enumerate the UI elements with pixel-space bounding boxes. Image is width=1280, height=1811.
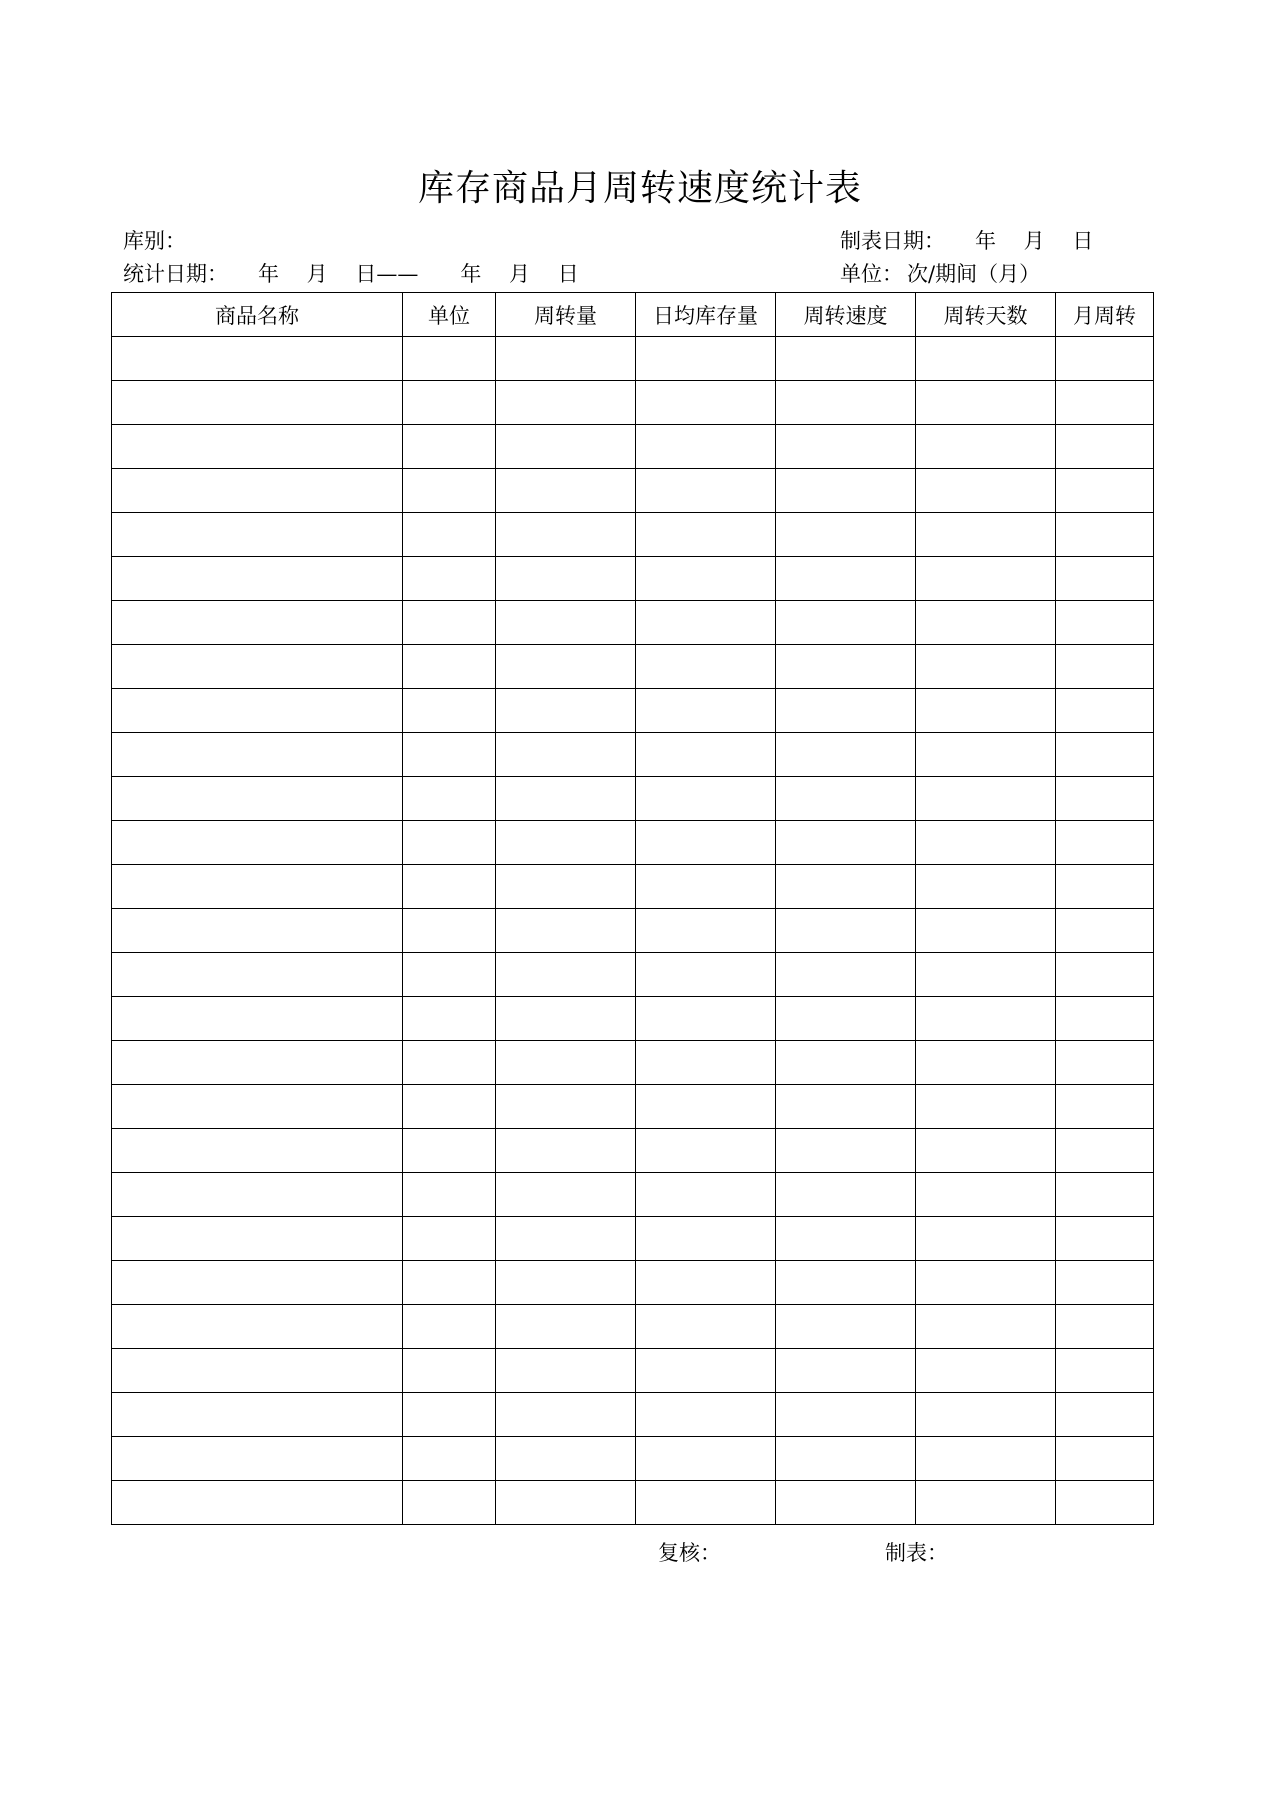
table-cell[interactable] xyxy=(1056,337,1154,381)
table-header-row xyxy=(112,293,1154,337)
table-cell[interactable] xyxy=(776,1129,916,1173)
table-cell[interactable] xyxy=(776,733,916,777)
table-cell[interactable] xyxy=(403,1041,496,1085)
table-cell[interactable] xyxy=(916,1305,1056,1349)
table-cell[interactable] xyxy=(403,1173,496,1217)
table-cell[interactable] xyxy=(496,821,636,865)
table-cell[interactable] xyxy=(112,1129,403,1173)
table-cell[interactable] xyxy=(776,1261,916,1305)
table-cell[interactable] xyxy=(636,557,776,601)
table-row xyxy=(112,469,1154,513)
table-cell[interactable] xyxy=(776,777,916,821)
table-cell[interactable] xyxy=(916,1173,1056,1217)
table-cell[interactable] xyxy=(636,953,776,997)
table-cell[interactable] xyxy=(776,1437,916,1481)
table-row xyxy=(112,953,1154,997)
table-row xyxy=(112,777,1154,821)
table-cell[interactable] xyxy=(636,645,776,689)
table-cell[interactable] xyxy=(496,469,636,513)
maker-label: 制表： xyxy=(885,1541,948,1565)
table-cell[interactable] xyxy=(1056,1217,1154,1261)
table-cell[interactable] xyxy=(496,997,636,1041)
table-cell[interactable] xyxy=(916,425,1056,469)
table-cell[interactable] xyxy=(1056,513,1154,557)
table-cell[interactable] xyxy=(1056,645,1154,689)
table-cell[interactable] xyxy=(496,381,636,425)
table-cell[interactable] xyxy=(1056,821,1154,865)
table-row xyxy=(112,1305,1154,1349)
table-cell[interactable] xyxy=(1056,777,1154,821)
column-header: 周转速度 xyxy=(776,293,916,337)
table-cell[interactable] xyxy=(776,425,916,469)
table-row xyxy=(112,645,1154,689)
table-cell[interactable] xyxy=(403,733,496,777)
table-cell[interactable] xyxy=(112,953,403,997)
table-row xyxy=(112,909,1154,953)
table-cell[interactable] xyxy=(776,909,916,953)
table-cell[interactable] xyxy=(636,1305,776,1349)
table-cell[interactable] xyxy=(916,865,1056,909)
table-cell[interactable] xyxy=(916,733,1056,777)
table-cell[interactable] xyxy=(776,469,916,513)
table-cell[interactable] xyxy=(112,1481,403,1525)
table-cell[interactable] xyxy=(403,1481,496,1525)
table-cell[interactable] xyxy=(636,1437,776,1481)
table-row xyxy=(112,1261,1154,1305)
table-cell[interactable] xyxy=(496,337,636,381)
table-cell[interactable] xyxy=(496,513,636,557)
table-row xyxy=(112,1041,1154,1085)
table-cell[interactable] xyxy=(112,469,403,513)
warehouse-label: 库别： xyxy=(123,229,186,253)
table-cell[interactable] xyxy=(916,1041,1056,1085)
table-cell[interactable] xyxy=(636,1481,776,1525)
table-cell[interactable] xyxy=(636,1041,776,1085)
table-cell[interactable] xyxy=(112,1217,403,1261)
table-cell[interactable] xyxy=(112,1041,403,1085)
table-cell[interactable] xyxy=(112,1173,403,1217)
table-cell[interactable] xyxy=(403,689,496,733)
table-cell[interactable] xyxy=(496,1481,636,1525)
table-cell[interactable] xyxy=(776,601,916,645)
table-cell[interactable] xyxy=(636,469,776,513)
table-cell[interactable] xyxy=(403,1305,496,1349)
table-cell[interactable] xyxy=(403,1217,496,1261)
table-row xyxy=(112,513,1154,557)
unit-label: 单位： xyxy=(840,262,903,286)
reviewer-label: 复核： xyxy=(658,1541,721,1565)
table-row xyxy=(112,557,1154,601)
table-row xyxy=(112,425,1154,469)
table-cell[interactable] xyxy=(403,953,496,997)
table-cell[interactable] xyxy=(636,909,776,953)
table-cell[interactable] xyxy=(776,1041,916,1085)
table-cell[interactable] xyxy=(403,381,496,425)
table-cell[interactable] xyxy=(1056,865,1154,909)
table-cell[interactable] xyxy=(916,513,1056,557)
table-cell[interactable] xyxy=(1056,1481,1154,1525)
unit-value: 次/期间（月） xyxy=(907,262,1041,286)
table-cell[interactable] xyxy=(496,1393,636,1437)
table-row xyxy=(112,1349,1154,1393)
table-cell[interactable] xyxy=(1056,997,1154,1041)
table-cell[interactable] xyxy=(776,1305,916,1349)
table-cell[interactable] xyxy=(403,1261,496,1305)
made-date-value: 年 月 日 xyxy=(975,229,1094,253)
table-cell[interactable] xyxy=(1056,557,1154,601)
table-row xyxy=(112,337,1154,381)
table-cell[interactable] xyxy=(776,557,916,601)
table-cell[interactable] xyxy=(403,425,496,469)
table-cell[interactable] xyxy=(1056,689,1154,733)
table-cell[interactable] xyxy=(636,733,776,777)
column-header: 单位 xyxy=(403,293,496,337)
table-cell[interactable] xyxy=(776,1481,916,1525)
column-header: 日均库存量 xyxy=(636,293,776,337)
table-cell[interactable] xyxy=(776,645,916,689)
table-cell[interactable] xyxy=(1056,469,1154,513)
table-cell[interactable] xyxy=(496,1085,636,1129)
table-cell[interactable] xyxy=(112,1393,403,1437)
table-row xyxy=(112,997,1154,1041)
table-cell[interactable] xyxy=(112,909,403,953)
table-cell[interactable] xyxy=(776,513,916,557)
table-cell[interactable] xyxy=(1056,381,1154,425)
table-cell[interactable] xyxy=(112,1261,403,1305)
table-cell[interactable] xyxy=(496,689,636,733)
table-cell[interactable] xyxy=(496,777,636,821)
table-cell[interactable] xyxy=(916,1437,1056,1481)
table-cell[interactable] xyxy=(636,1129,776,1173)
table-cell[interactable] xyxy=(403,997,496,1041)
table-cell[interactable] xyxy=(916,909,1056,953)
table-cell[interactable] xyxy=(112,821,403,865)
table-row xyxy=(112,1393,1154,1437)
table-cell[interactable] xyxy=(1056,1129,1154,1173)
table-cell[interactable] xyxy=(636,1393,776,1437)
table-cell[interactable] xyxy=(403,1349,496,1393)
table-cell[interactable] xyxy=(916,689,1056,733)
table-row xyxy=(112,1129,1154,1173)
table-cell[interactable] xyxy=(636,601,776,645)
table-row xyxy=(112,689,1154,733)
table-cell[interactable] xyxy=(916,381,1056,425)
table-cell[interactable] xyxy=(1056,1437,1154,1481)
table-cell[interactable] xyxy=(496,1349,636,1393)
table-cell[interactable] xyxy=(112,337,403,381)
table-cell[interactable] xyxy=(496,1129,636,1173)
table-cell[interactable] xyxy=(1056,1305,1154,1349)
table-cell[interactable] xyxy=(403,1129,496,1173)
table-cell[interactable] xyxy=(496,601,636,645)
table-cell[interactable] xyxy=(112,1305,403,1349)
table-row xyxy=(112,1481,1154,1525)
table-cell[interactable] xyxy=(776,865,916,909)
table-cell[interactable] xyxy=(636,821,776,865)
form-title: 库存商品月周转速度统计表 xyxy=(417,168,862,209)
table-cell[interactable] xyxy=(496,1437,636,1481)
table-cell[interactable] xyxy=(112,513,403,557)
table-cell[interactable] xyxy=(636,997,776,1041)
table-cell[interactable] xyxy=(636,513,776,557)
table-cell[interactable] xyxy=(1056,909,1154,953)
table-cell[interactable] xyxy=(496,1217,636,1261)
table-cell[interactable] xyxy=(1056,1393,1154,1437)
table-cell[interactable] xyxy=(776,1173,916,1217)
table-cell[interactable] xyxy=(112,777,403,821)
table-cell[interactable] xyxy=(916,337,1056,381)
table-cell[interactable] xyxy=(916,1481,1056,1525)
table-cell[interactable] xyxy=(496,1261,636,1305)
table-cell[interactable] xyxy=(403,469,496,513)
table-cell[interactable] xyxy=(916,1129,1056,1173)
table-cell[interactable] xyxy=(636,1085,776,1129)
column-header: 月周转 xyxy=(1056,293,1154,337)
table-cell[interactable] xyxy=(112,1085,403,1129)
table-cell[interactable] xyxy=(776,1393,916,1437)
table-cell[interactable] xyxy=(916,557,1056,601)
table-cell[interactable] xyxy=(776,953,916,997)
table-cell[interactable] xyxy=(916,601,1056,645)
table-cell[interactable] xyxy=(776,689,916,733)
table-body xyxy=(112,337,1154,1525)
table-cell[interactable] xyxy=(776,337,916,381)
table-cell[interactable] xyxy=(112,1437,403,1481)
table-cell[interactable] xyxy=(636,1173,776,1217)
table-row xyxy=(112,381,1154,425)
table-cell[interactable] xyxy=(1056,733,1154,777)
table-cell[interactable] xyxy=(776,821,916,865)
table-cell[interactable] xyxy=(916,1217,1056,1261)
table-cell[interactable] xyxy=(403,337,496,381)
table-cell[interactable] xyxy=(636,381,776,425)
table-cell[interactable] xyxy=(403,513,496,557)
table-cell[interactable] xyxy=(112,557,403,601)
table-cell[interactable] xyxy=(1056,953,1154,997)
table-cell[interactable] xyxy=(776,381,916,425)
table-cell[interactable] xyxy=(1056,1041,1154,1085)
table-cell[interactable] xyxy=(636,1261,776,1305)
table-row xyxy=(112,1217,1154,1261)
stat-date-value: 年 月 日—— 年 月 日 xyxy=(258,262,579,286)
table-cell[interactable] xyxy=(496,733,636,777)
made-date-label: 制表日期： xyxy=(840,229,945,253)
table-row xyxy=(112,1173,1154,1217)
table-cell[interactable] xyxy=(112,997,403,1041)
table-cell[interactable] xyxy=(916,469,1056,513)
table-cell[interactable] xyxy=(496,1173,636,1217)
table-cell[interactable] xyxy=(496,645,636,689)
table-cell[interactable] xyxy=(916,997,1056,1041)
column-header: 周转天数 xyxy=(916,293,1056,337)
table-row xyxy=(112,601,1154,645)
table-cell[interactable] xyxy=(636,689,776,733)
table-cell[interactable] xyxy=(112,601,403,645)
table-cell[interactable] xyxy=(112,689,403,733)
table-cell[interactable] xyxy=(1056,1173,1154,1217)
table-cell[interactable] xyxy=(496,557,636,601)
table-cell[interactable] xyxy=(403,777,496,821)
table-cell[interactable] xyxy=(1056,601,1154,645)
table-cell[interactable] xyxy=(916,1261,1056,1305)
table-cell[interactable] xyxy=(403,865,496,909)
table-cell[interactable] xyxy=(916,1085,1056,1129)
table-row xyxy=(112,865,1154,909)
table-cell[interactable] xyxy=(112,865,403,909)
table-cell[interactable] xyxy=(916,821,1056,865)
table-cell[interactable] xyxy=(496,1041,636,1085)
table-cell[interactable] xyxy=(403,601,496,645)
column-header: 周转量 xyxy=(496,293,636,337)
table-row xyxy=(112,821,1154,865)
table-cell[interactable] xyxy=(403,557,496,601)
table-cell[interactable] xyxy=(496,425,636,469)
table-cell[interactable] xyxy=(636,777,776,821)
table-cell[interactable] xyxy=(916,1393,1056,1437)
table-cell[interactable] xyxy=(403,645,496,689)
table-cell[interactable] xyxy=(636,425,776,469)
table-cell[interactable] xyxy=(403,1393,496,1437)
table-cell[interactable] xyxy=(496,909,636,953)
table-cell[interactable] xyxy=(1056,1085,1154,1129)
table-cell[interactable] xyxy=(916,777,1056,821)
table-cell[interactable] xyxy=(1056,1349,1154,1393)
turnover-table xyxy=(111,292,1154,1525)
table-row xyxy=(112,733,1154,777)
table-cell[interactable] xyxy=(916,953,1056,997)
table-row xyxy=(112,1437,1154,1481)
table-cell[interactable] xyxy=(776,1217,916,1261)
table-row xyxy=(112,1085,1154,1129)
table-cell[interactable] xyxy=(112,381,403,425)
table-cell[interactable] xyxy=(636,337,776,381)
table-cell[interactable] xyxy=(403,1085,496,1129)
table-cell[interactable] xyxy=(776,1085,916,1129)
table-cell[interactable] xyxy=(776,1349,916,1393)
table-cell[interactable] xyxy=(1056,425,1154,469)
table-cell[interactable] xyxy=(496,1305,636,1349)
table-cell[interactable] xyxy=(403,821,496,865)
column-header: 商品名称 xyxy=(112,293,403,337)
table-cell[interactable] xyxy=(496,953,636,997)
stat-date-label: 统计日期： xyxy=(123,262,228,286)
table-cell[interactable] xyxy=(916,645,1056,689)
table-cell[interactable] xyxy=(776,997,916,1041)
table-cell[interactable] xyxy=(112,645,403,689)
table-cell[interactable] xyxy=(636,1217,776,1261)
table-cell[interactable] xyxy=(1056,1261,1154,1305)
table-cell[interactable] xyxy=(636,1349,776,1393)
table-cell[interactable] xyxy=(112,425,403,469)
table-cell[interactable] xyxy=(403,1437,496,1481)
table-cell[interactable] xyxy=(403,909,496,953)
table-cell[interactable] xyxy=(636,865,776,909)
table-cell[interactable] xyxy=(112,1349,403,1393)
table-cell[interactable] xyxy=(916,1349,1056,1393)
table-cell[interactable] xyxy=(112,733,403,777)
table-cell[interactable] xyxy=(496,865,636,909)
